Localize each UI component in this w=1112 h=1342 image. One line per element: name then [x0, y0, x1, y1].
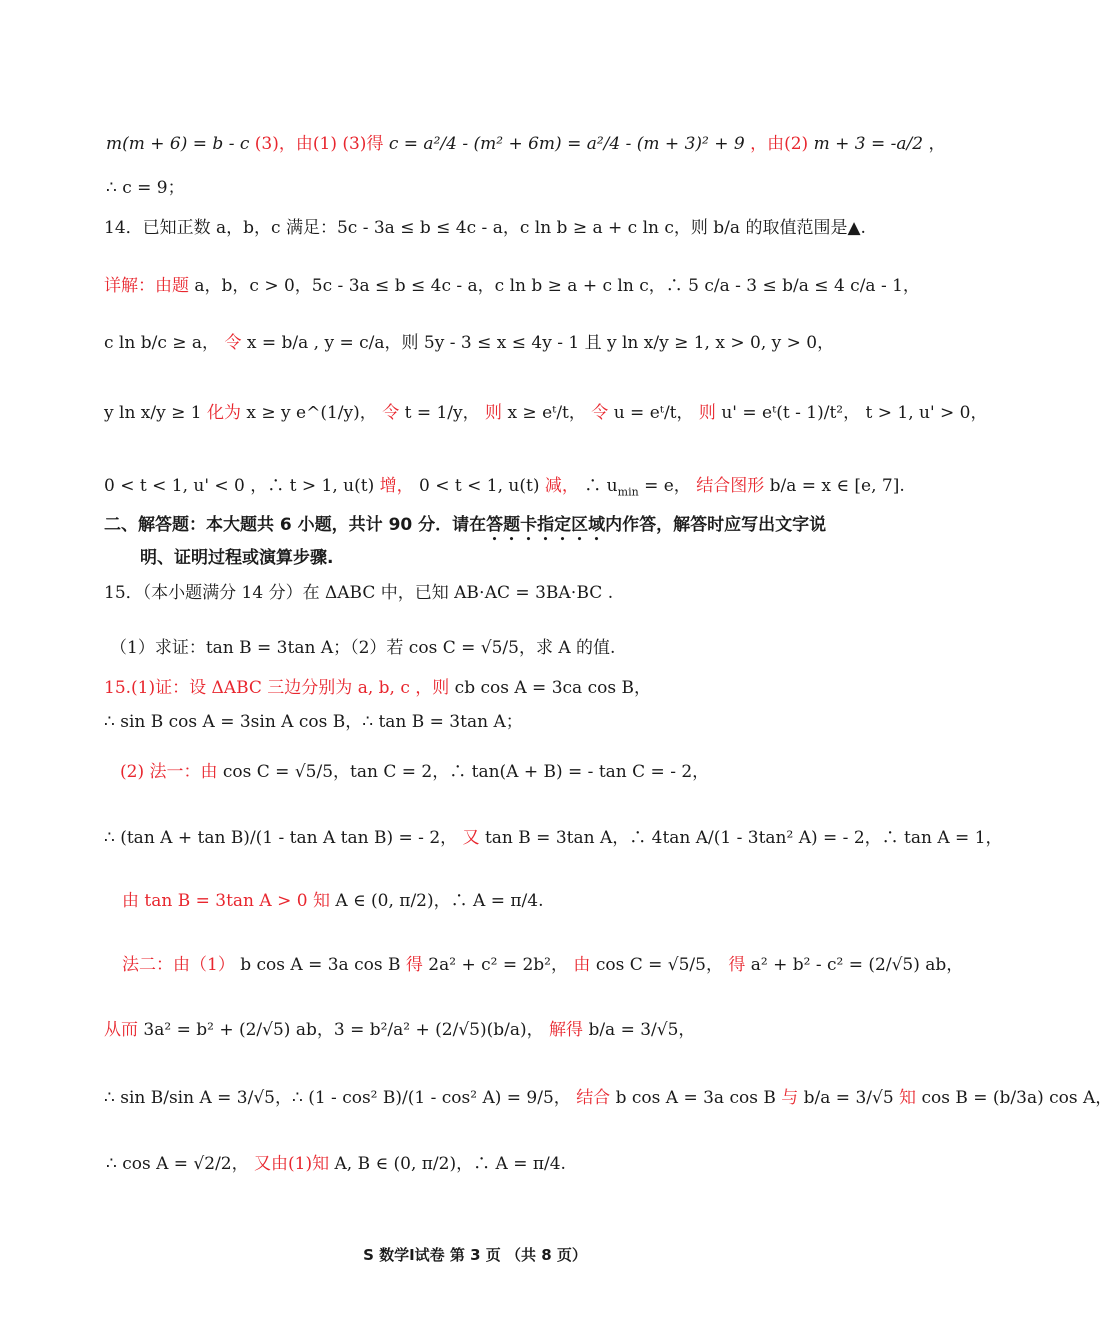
method-2-line-3 [104, 1088, 1112, 1108]
math-expression: x ≥ y e^(1/y)， [246, 403, 377, 423]
red-annotation: 知 [899, 1088, 917, 1108]
solution-line-2: ∴ c = 9； [106, 178, 185, 198]
red-annotation: 15.(1)证：设 ΔABC 三边分别为 a, b, c ，则 [104, 678, 450, 698]
red-annotation: 从而 [104, 1020, 138, 1040]
math-expression: A ∈ (0, π/2)，∴ A = π/4. [335, 891, 544, 911]
math-expression: t = 1/y， [404, 403, 480, 423]
math-expression: m + 3 = -a/2 [813, 134, 924, 154]
math-expression: b cos A = 3a cos B [240, 955, 401, 975]
math-expression: ∴ (tan A + tan B)/(1 - tan A tan B) = - 2， [104, 828, 458, 848]
math-expression: 0 < t < 1, u' < 0 ，∴ t > 1, u(t) [104, 476, 375, 496]
red-annotation: 则 [698, 403, 716, 423]
math-expression: tan B = 3tan A，∴ 4tan A/(1 - 3tan² A) = - 2，∴ tan A = 1， [484, 828, 1003, 848]
math-expression: ∴ cos A = √2/2， [106, 1154, 249, 1174]
red-annotation: 得 [405, 955, 423, 975]
math-expression: b/a = 3/√5 [803, 1088, 894, 1108]
math-expression: cos C = √5/5，tan C = 2，∴ tan(A + B) = - tan C = - 2， [222, 762, 710, 782]
math-expression: c = a²/4 - (m² + 6m) = a²/4 - (m + 3)² + 9 [388, 134, 745, 154]
red-annotation: 与 [781, 1088, 799, 1108]
red-annotation: 化为 [207, 403, 241, 423]
math-expression: ∴ u [584, 476, 618, 496]
math-expression: a，b，c > 0，5c - 3a ≤ b ≤ 4c - a，c ln b ≥ a + c ln c，∴ 5 c/a - 3 ≤ b/a ≤ 4 c/a - 1， [194, 276, 920, 296]
subscript: min [617, 485, 639, 499]
red-annotation: 得 [728, 955, 746, 975]
emphasized-text: 答题卡指定区域 [486, 515, 606, 535]
math-expression: y ln x/y ≥ 1 [104, 403, 202, 423]
method-1-line-3 [122, 891, 544, 911]
math-expression: u = eᵗ/t， [613, 403, 694, 423]
math-expression: a² + b² - c² = (2/√5) ab， [750, 955, 964, 975]
method-2-line-4 [106, 1154, 566, 1174]
math-expression: c ln b/c ≥ a， [104, 333, 220, 353]
math-expression: 2a² + c² = 2b²， [428, 955, 568, 975]
red-annotation: 令 [382, 403, 400, 423]
math-expression: x = b/a , y = c/a，则 5y - 3 ≤ x ≤ 4y - 1 且 y ln x/y ≥ 1, x > 0, y > 0， [246, 333, 835, 353]
page-footer: S 数学Ⅰ试卷 第 3 页 （共 8 页） [363, 1246, 587, 1264]
red-annotation: 解得 [549, 1020, 584, 1040]
math-expression: A, B ∈ (0, π/2)，∴ A = π/4. [334, 1154, 566, 1174]
question-15-parts: （1）求证：tan B = 3tan A；（2）若 cos C = √5/5，求 A 的值. [110, 638, 616, 658]
red-annotation: 又由(1)知 [254, 1154, 330, 1174]
math-expression: u' = eᵗ(t - 1)/t²， t > 1, u' > 0， [721, 403, 988, 423]
red-annotation: 增， [379, 476, 414, 496]
red-annotation: 法二：由（1） [122, 955, 235, 975]
question-15: 15．（本小题满分 14 分）在 ΔABC 中，已知 AB⋅AC = 3BA⋅BC . [104, 583, 614, 603]
red-annotation: (2) 法一：由 [120, 762, 218, 782]
math-expression: m(m + 6) = b - c [106, 134, 250, 154]
method-1-line-1 [120, 762, 709, 782]
math-expression: 3a² = b² + (2/√5) ab，3 = b²/a² + (2/√5)(b/a)， [143, 1020, 544, 1040]
solution-line-1 [106, 134, 945, 154]
solution-15-line-2: ∴ sin B cos A = 3sin A cos B，∴ tan B = 3tan A； [104, 712, 523, 732]
red-annotation: 结合 [576, 1088, 611, 1108]
section-2-heading-cont: 明、证明过程或演算步骤. [140, 548, 334, 568]
method-2-line-2 [104, 1020, 695, 1040]
math-expression: x ≥ eᵗ/t， [507, 403, 586, 423]
math-expression: cos B = (b/3a) cos A， [921, 1088, 1112, 1108]
solution-14-line-1 [104, 276, 920, 296]
math-expression: b/a = x ∈ [e, 7]. [769, 476, 905, 496]
red-annotation: ，由(2) [750, 134, 809, 154]
solution-15-line-1 [104, 678, 651, 698]
red-annotation: 则 [485, 403, 503, 423]
method-2-line-1 [122, 955, 963, 975]
math-expression: b cos A = 3a cos B [615, 1088, 776, 1108]
question-14: 14．已知正数 a，b，c 满足：5c - 3a ≤ b ≤ 4c - a，c ln b ≥ a + c ln c，则 b/a 的取值范围是▲. [104, 218, 866, 238]
red-annotation: (3)，由(1) (3)得 [254, 134, 384, 154]
heading-text: 二、解答题：本大题共 6 小题，共计 90 分．请在 [104, 515, 487, 535]
red-annotation: 令 [591, 403, 609, 423]
math-expression: b/a = 3/√5， [588, 1020, 696, 1040]
method-1-line-2 [104, 828, 1003, 848]
section-2-heading [104, 515, 826, 545]
math-expression: 0 < t < 1, u(t) [419, 476, 540, 496]
red-annotation: 由 tan B = 3tan A > 0 知 [122, 891, 330, 911]
math-expression: ∴ sin B/sin A = 3/√5，∴ (1 - cos² B)/(1 - cos² A) = 9/5， [104, 1088, 571, 1108]
red-annotation: 又 [462, 828, 480, 848]
red-annotation: 由 [573, 955, 591, 975]
punctuation: ， [928, 134, 946, 154]
heading-text: 内作答，解答时应写出文字说 [605, 515, 827, 535]
math-expression: cos C = √5/5， [595, 955, 723, 975]
red-annotation: 详解：由题 [104, 276, 189, 296]
math-expression: cb cos A = 3ca cos B， [454, 678, 651, 698]
solution-14-line-4 [104, 476, 905, 499]
red-annotation: 减， [544, 476, 579, 496]
solution-14-line-2 [104, 333, 834, 353]
red-annotation: 令 [224, 333, 242, 353]
math-expression: = e， [644, 476, 691, 496]
red-annotation: 结合图形 [696, 476, 765, 496]
solution-14-line-3 [104, 403, 988, 423]
